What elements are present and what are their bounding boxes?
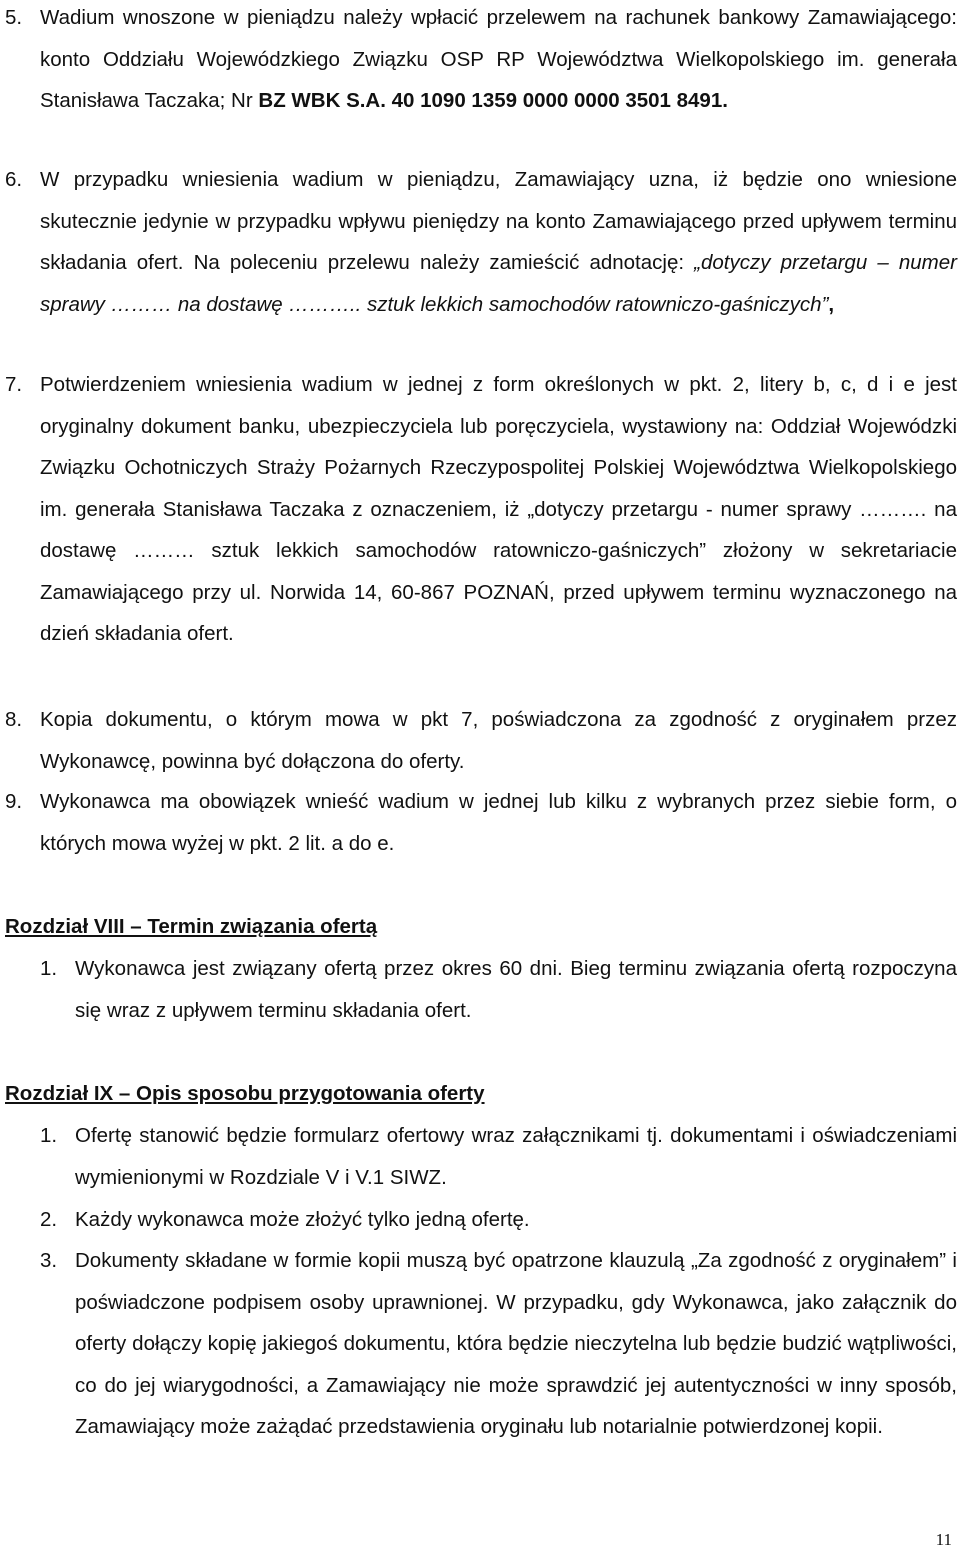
list-item-5 [5,0,957,122]
list-number: 9. [5,790,23,813]
list-number: 1. [40,1124,58,1147]
wadium-transfer-text: W przypadku wniesienia wadium w pieniądzu, Zamawiający uzna, iż będzie ono wniesione skutecznie jedynie w przypadku wpływu pieniędzy na konto Zamawiającego przed upływem terminu składania ofert. [40,168,957,274]
list-item-text: Wykonawca ma obowiązek wnieść wadium w jednej lub kilku z wybranych przez siebie form, o których mowa wyżej w pkt. 2 lit. a do e. [40,790,957,855]
list-item-text: Każdy wykonawca może złożyć tylko jedną ofertę. [75,1208,530,1231]
list-number: 5. [5,6,23,29]
annotation-text: „dotyczy przetargu – numer sprawy ……… na dostawę ……….. sztuk lekkich samochodów ratowniczo-gaśniczych” [40,251,957,316]
list-item-text: Dokumenty składane w formie kopii muszą być opatrzone klauzulą „Za zgodność z oryginałem” i poświadczone podpisem osoby uprawnionej. W przypadku, gdy Wykonawca, jako załącznik do oferty dołączy kopię jakiegoś dokumentu, która będzie nieczytelna lub będzie budzić wątpliwości, co do jej wiarygodności, a Zamawiający nie może sprawdzić jej autentyczności w inny sposób, Zamawiający może zażądać przedstawienia oryginału lub notarialnie potwierdzonej kopii. [75,1249,957,1438]
list-number: 2. [40,1208,58,1231]
list-item-text: Wykonawca jest związany ofertą przez okres 60 dni. Bieg terminu związania ofertą rozpoczyna się wraz z upływem terminu składania ofert. [75,957,957,1022]
list-item-8 [5,699,957,782]
annotation-end: , [828,292,835,316]
list-item-6 [5,159,957,325]
list-item-text [40,159,957,325]
chapter-9-item-1 [40,1115,957,1198]
chapter-9-item-2 [40,1199,957,1241]
annotation-intro: Na poleceniu przelewu należy zamieścić adnotację: [193,251,695,274]
list-number: 6. [5,168,23,191]
list-item-text: Ofertę stanowić będzie formularz ofertowy wraz załącznikami tj. dokumentami i oświadczeniami wymienionymi w Rozdziale V i V.1 SIWZ. [75,1124,957,1189]
chapter-8-item-1 [40,948,957,1031]
list-number: 1. [40,957,58,980]
chapter-9-heading: Rozdział IX – Opis sposobu przygotowania oferty [5,1082,485,1105]
wadium-payment-text: Wadium wnoszone w pieniądzu należy wpłacić przelewem na rachunek bankowy Zamawiającego: konto Oddziału Wojewódzkiego Związku OSP RP Województwa Wielkopolskiego im. generała Stanisława Taczaka; Nr [40,6,957,112]
list-item-text: Kopia dokumentu, o którym mowa w pkt 7, poświadczona za zgodność z oryginałem przez Wykonawcę, powinna być dołączona do oferty. [40,708,957,773]
list-item-text [40,0,957,122]
chapter-8-heading: Rozdział VIII – Termin związania ofertą [5,915,378,938]
list-item-9 [5,781,957,864]
page-number: 11 [935,1530,952,1549]
list-item-text: Potwierdzeniem wniesienia wadium w jednej z form określonych w pkt. 2, litery b, c, d i e jest oryginalny dokument banku, ubezpieczyciela lub poręczyciela, wystawiony na: Oddział Wojewódzki Związku Ochotniczych Straży Pożarnych Rzeczypospolitej Polskiej Województwa Wielkopolskiego im. generała Stanisława Taczaka z oznaczeniem, iż „dotyczy przetargu - numer sprawy ………. na dostawę ……… sztuk lekkich samochodów ratowniczo-gaśniczych” złożony w sekretariacie Zamawiającego przy ul. Norwida 14, 60-867 POZNAŃ, przed upływem terminu wyznaczonego na dzień składania ofert. [40,373,957,645]
list-number: 8. [5,708,23,731]
bank-account-number: BZ WBK S.A. 40 1090 1359 0000 0000 3501 8491. [258,89,728,112]
list-item-7 [5,364,957,655]
list-number: 3. [40,1249,58,1272]
list-number: 7. [5,373,23,396]
chapter-9-item-3 [40,1240,957,1448]
